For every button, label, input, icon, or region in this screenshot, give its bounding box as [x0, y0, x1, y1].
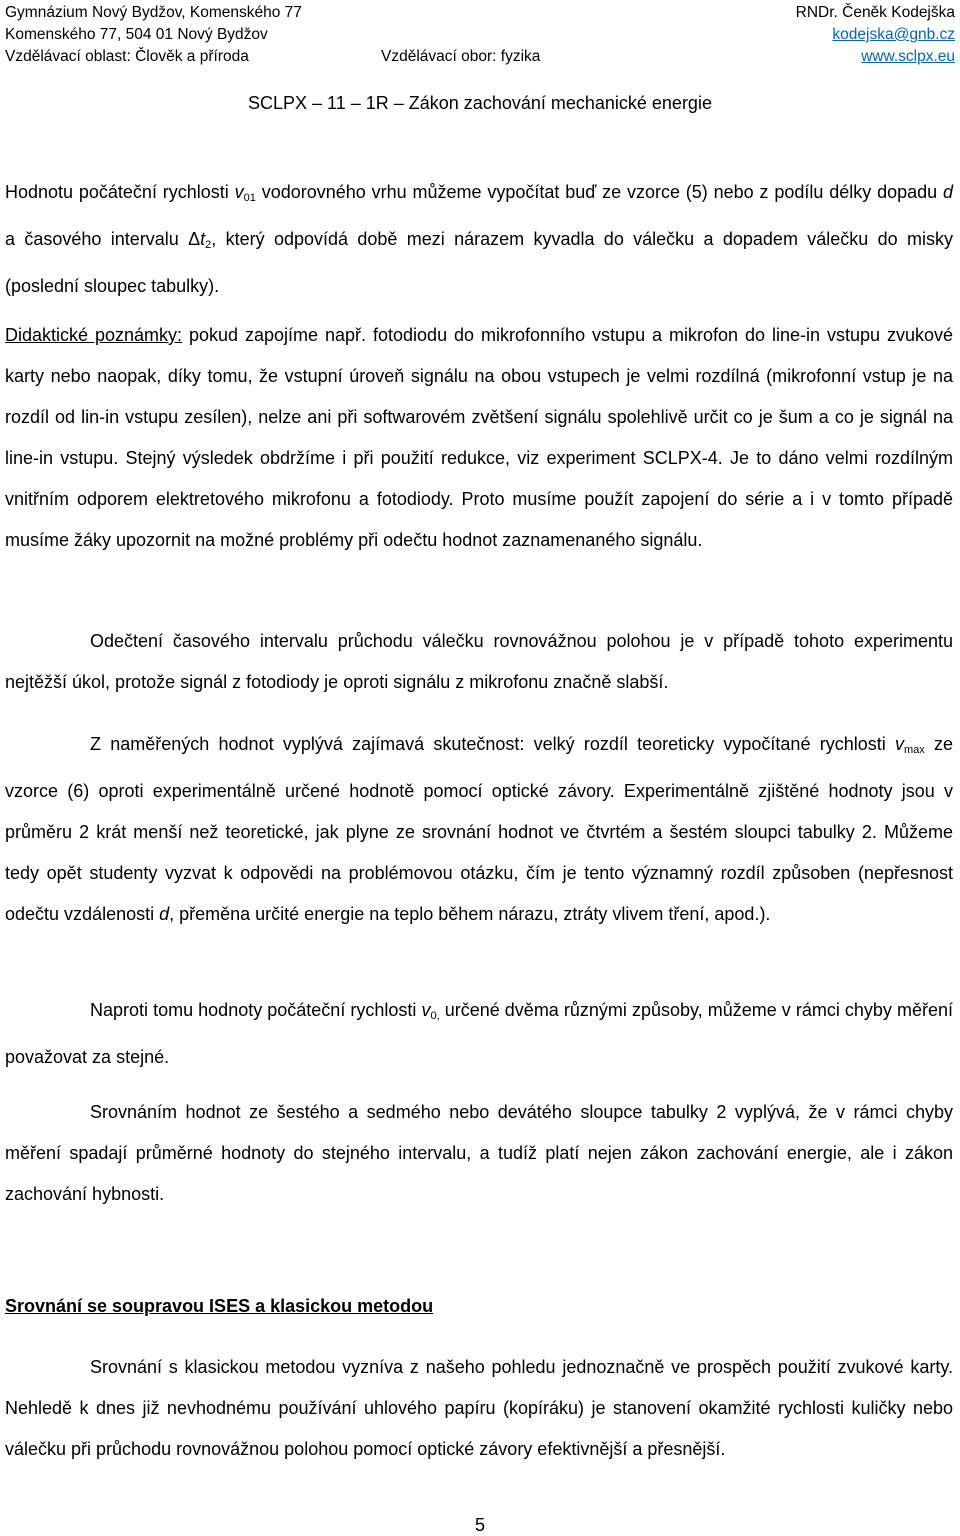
section-heading: Srovnání se soupravou ISES a klasickou metodou [5, 1296, 434, 1316]
paragraph-initial-velocity-comparison: Naproti tomu hodnoty počáteční rychlosti $v_{0,}$ určené dvěma různými způsoby, můžeme v rámci chyby měření považovat za stejné. [5, 1000, 953, 1067]
author-name: RNDr. Čeněk Kodejška [795, 4, 955, 21]
paragraph-comparison: Srovnání s klasickou metodou vyzníva z našeho pohledu jednoznačně ve prospěch použití zvukové karty. Nehledě k dnes již nevhodnému používání uhlového papíru (kopíráku) je stanovení okamžité rychlosti kuličky nebo válečku při průchodu rovnovážnou polohou pomocí optické závory efektivnější a přesnější. [5, 1357, 953, 1459]
education-area: Vzdělávací oblast: Člověk a příroda [5, 48, 249, 65]
website-link[interactable]: www.sclpx.eu [861, 48, 955, 65]
paragraph-time-interval: Odečtení časového intervalu průchodu válečku rovnovážnou polohou je v případě tohoto experimentu nejtěžší úkol, protože signál z fotodiody je oproti signálu z mikrofonu značně slabší. [5, 631, 953, 692]
didactic-notes-label: Didaktické poznámky: [5, 325, 183, 345]
paragraph-initial-velocity: Hodnotu počáteční rychlosti $v_{01}$ vodorovného vrhu můžeme vypočítat buď ze vzorce (5) nebo z podílu délky dopadu d a časového intervalu $\Delta t_2$, který odpovídá době mezi nárazem kyvadla do válečku a dopadem válečku do misky (poslední sloupec tabulky). [5, 182, 953, 296]
page-number: 5 [474, 1515, 485, 1535]
page-title: SCLPX – 11 – 1R – Zákon zachování mechanické energie [248, 93, 712, 113]
education-subject: Vzdělávací obor: fyzika [381, 48, 541, 65]
paragraph-didactic-notes: Didaktické poznámky: pokud zapojíme např. fotodiodu do mikrofonního vstupu a mikrofon do line-in vstupu zvukové karty nebo naopak, díky tomu, že vstupní úroveň signálu na obou vstupech je velmi rozdílná (mikrofonní vstup je na rozdíl od lin-in vstupu zesílen), nelze ani při softwarovém zvětšení signálu spolehlivě určit co je šum a co je signál na line-in vstupu. Stejný výsledek obdržíme i při použití redukce, viz experiment SCLPX-4. Je to dáno velmi rozdílným vnitřním odporem elektretového mikrofonu a fotodiody. Proto musíme použít zapojení do série a i v tomto případě musíme žáky upozornit na možné problémy při odečtu hodnot zaznamenaného signálu. [5, 325, 954, 550]
paragraph-conservation: Srovnáním hodnot ze šestého a sedmého nebo devátého sloupce tabulky 2 vyplývá, že v rámci chyby měření spadají průměrné hodnoty do stejného intervalu, a tudíž platí nejen zákon zachování energie, ale i zákon zachování hybnosti. [5, 1102, 953, 1204]
email-link[interactable]: kodejska@gnb.cz [832, 26, 955, 43]
school-address: Komenského 77, 504 01 Nový Bydžov [5, 26, 268, 43]
school-name: Gymnázium Nový Bydžov, Komenského 77 [5, 4, 302, 21]
paragraph-measured-values: Z naměřených hodnot vyplývá zajímavá skutečnost: velký rozdíl teoreticky vypočítané rychlosti $v_{max}$ ze vzorce (6) oproti experimentálně určené hodnotě pomocí optické závory. Experimentálně zjištěné hodnoty jsou v průměru 2 krát menší než teoretické, jak plyne ze srovnání hodnot ve čtvrtém a šestém sloupci tabulky 2. Můžeme tedy opět studenty vyzvat k odpovědi na problémovou otázku, čím je tento významný rozdíl způsoben (nepřesnost odečtu vzdálenosti d, přeměna určité energie na teplo během nárazu, ztráty vlivem tření, apod.). [5, 734, 953, 924]
